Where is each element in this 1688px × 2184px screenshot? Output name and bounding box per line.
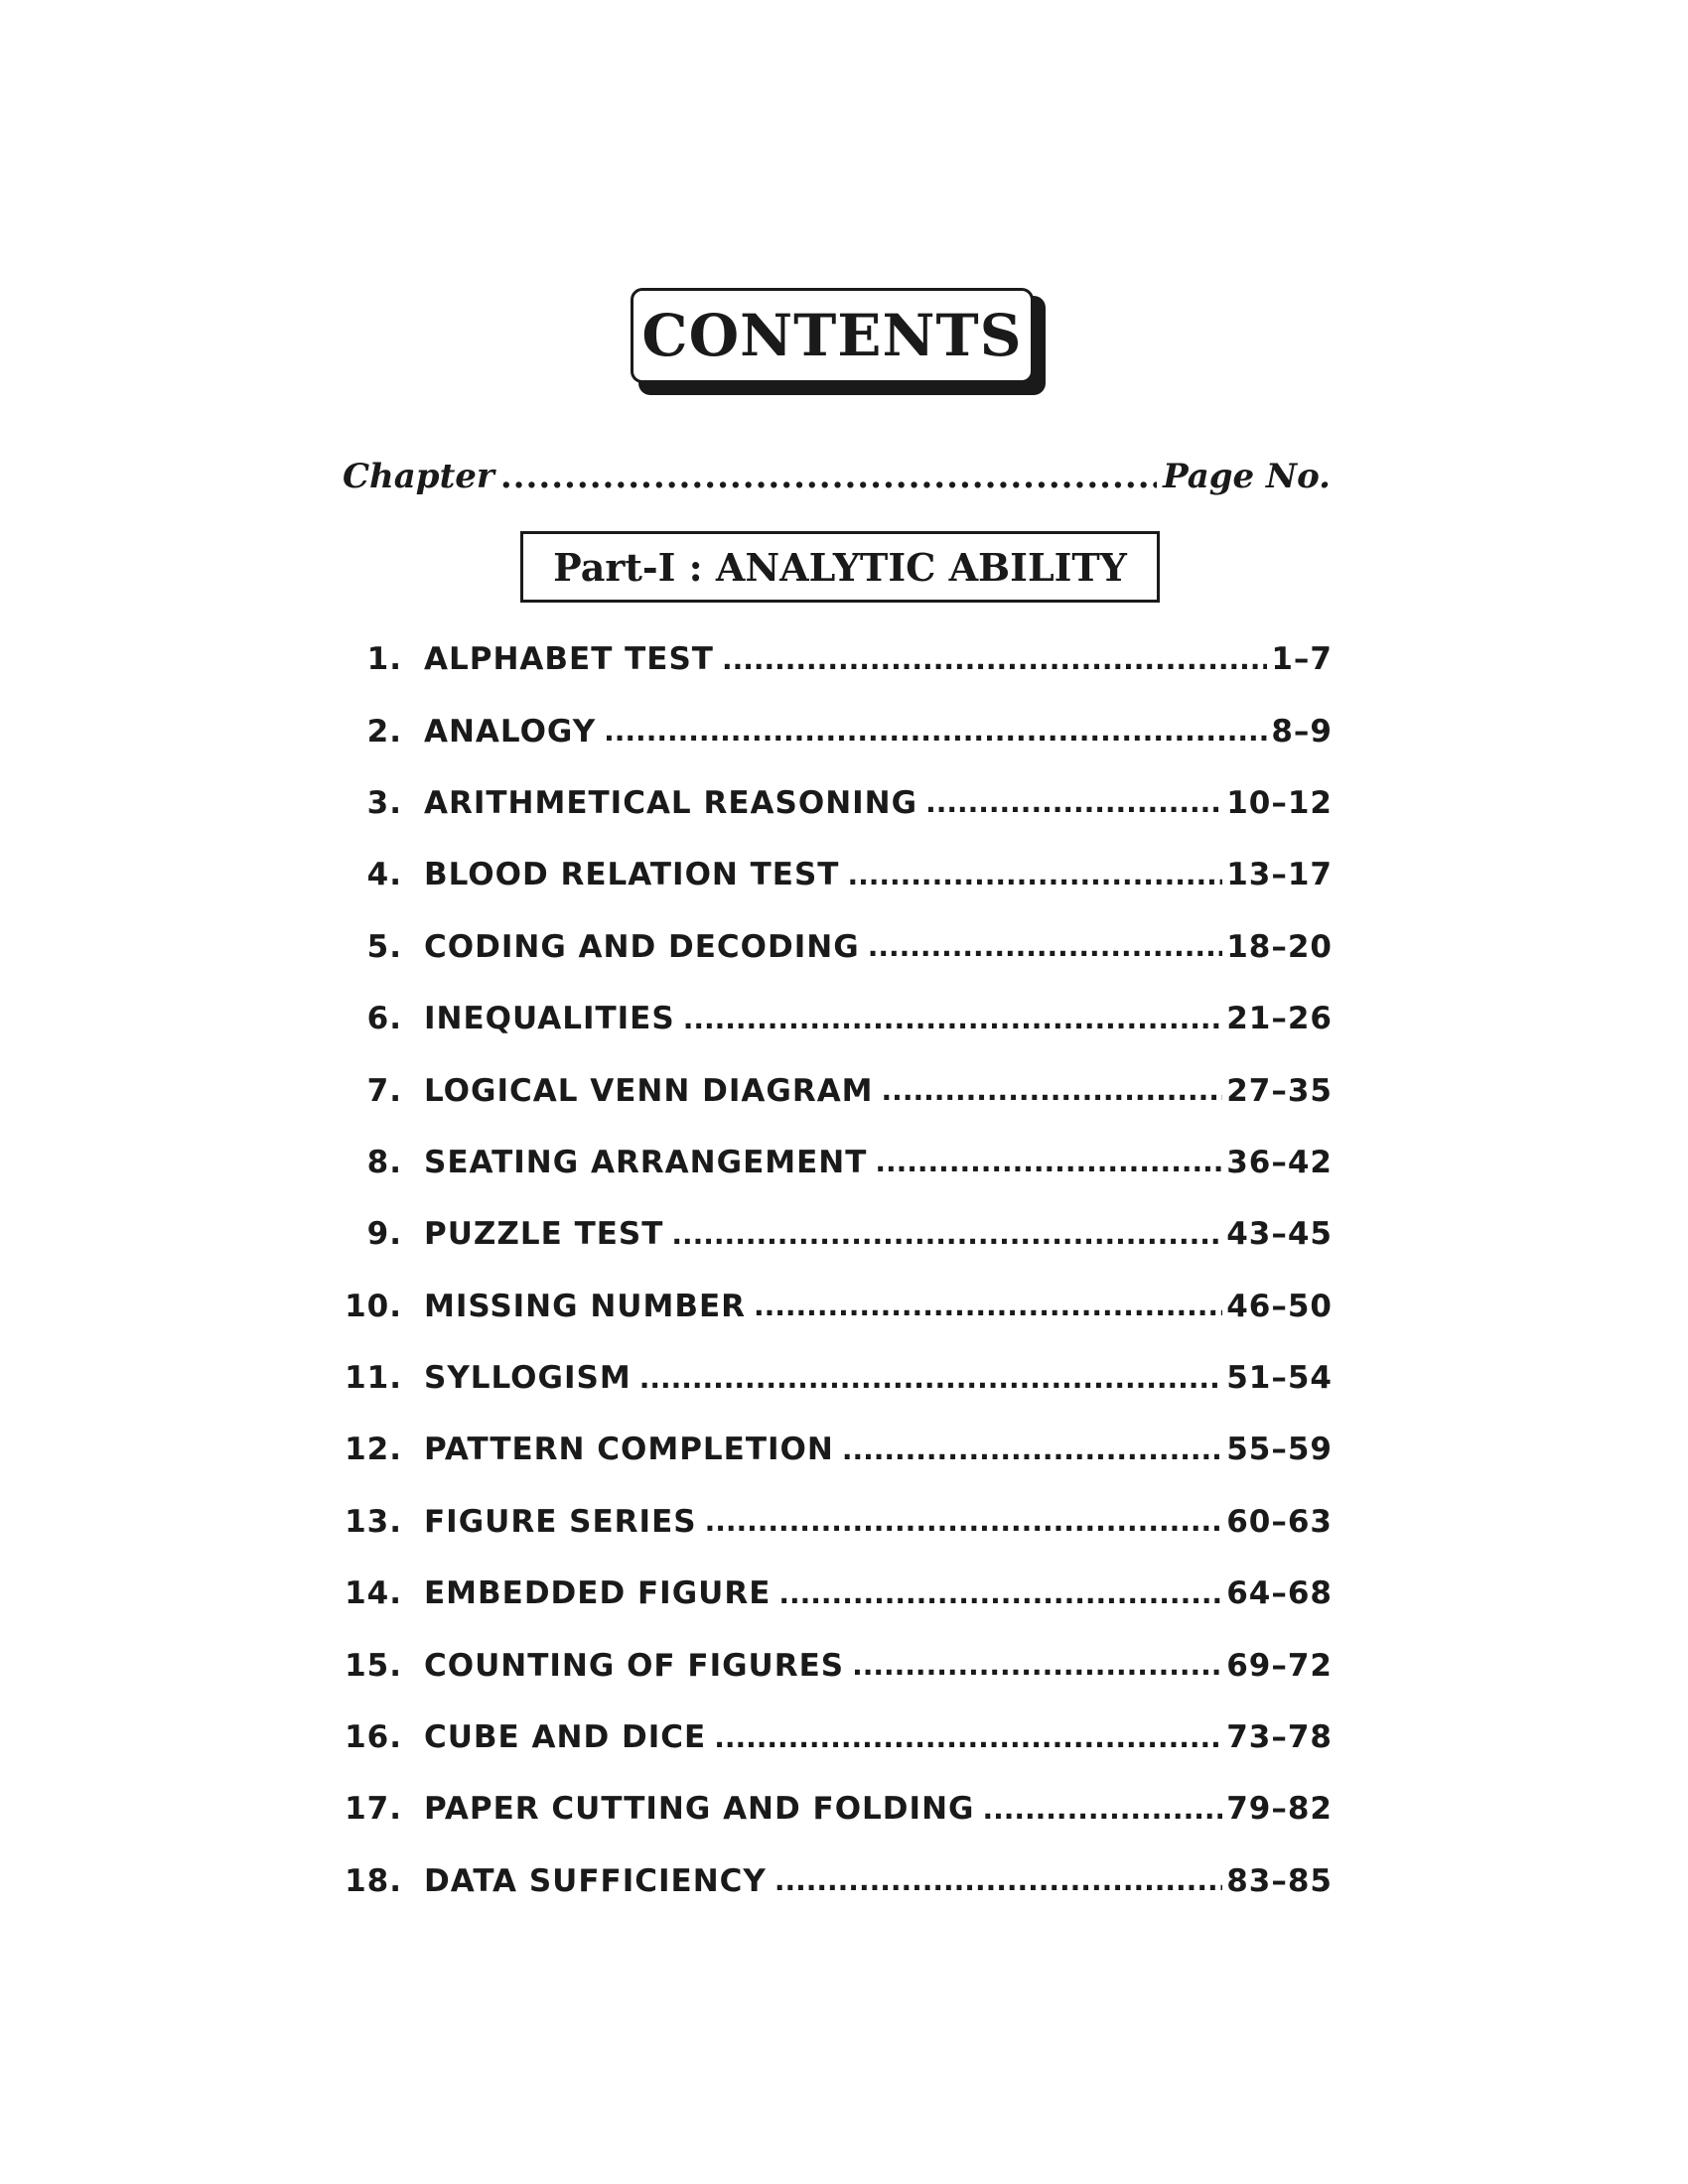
chapter-title: PATTERN COMPLETION xyxy=(424,1432,834,1468)
chapter-number: 2. xyxy=(366,713,402,750)
page-range: 79–82 xyxy=(1226,1791,1333,1828)
chapter-header: Chapter xyxy=(343,457,494,496)
dot-leader xyxy=(754,1290,1222,1322)
toc-entry xyxy=(343,695,1333,766)
toc-entry xyxy=(343,1773,1333,1844)
toc-entry xyxy=(343,1342,1333,1414)
page-range: 83–85 xyxy=(1226,1862,1333,1899)
page-range: 10–12 xyxy=(1226,784,1333,821)
chapter-title: BLOOD RELATION TEST xyxy=(424,857,840,893)
toc-entry xyxy=(343,767,1333,839)
page-range: 64–68 xyxy=(1226,1575,1333,1612)
chapter-number: 6. xyxy=(366,1001,402,1037)
chapter-title: ALPHABET TEST xyxy=(424,641,714,678)
chapter-number: 11. xyxy=(345,1360,402,1397)
dot-leader xyxy=(778,1577,1222,1610)
page-range: 13–17 xyxy=(1226,857,1333,893)
chapter-number: 16. xyxy=(345,1719,402,1756)
toc-entry xyxy=(343,1127,1333,1198)
chapter-number: 1. xyxy=(366,641,402,678)
dot-leader xyxy=(604,715,1267,748)
dot-leader xyxy=(847,859,1222,891)
dot-leader xyxy=(875,1146,1222,1178)
chapter-title: LOGICAL VENN DIAGRAM xyxy=(424,1072,874,1109)
chapter-title: ARITHMETICAL REASONING xyxy=(424,784,918,821)
chapter-title: CUBE AND DICE xyxy=(424,1719,707,1756)
chapter-title: EMBEDDED FIGURE xyxy=(424,1575,772,1612)
chapter-number: 10. xyxy=(345,1288,402,1324)
chapter-number: 7. xyxy=(366,1072,402,1109)
chapter-number: 5. xyxy=(366,928,402,965)
toc-entry xyxy=(343,1271,1333,1342)
chapter-title: DATA SUFFICIENCY xyxy=(424,1862,767,1899)
dot-leader xyxy=(683,1003,1223,1035)
page-range: 27–35 xyxy=(1226,1072,1333,1109)
chapter-number: 8. xyxy=(366,1144,402,1180)
chapter-title: CODING AND DECODING xyxy=(424,928,860,965)
toc-entry xyxy=(343,983,1333,1054)
page-range: 51–54 xyxy=(1226,1360,1333,1397)
toc-entry xyxy=(343,1198,1333,1270)
page-range: 60–63 xyxy=(1226,1503,1333,1540)
column-header-row xyxy=(343,457,1331,512)
toc-entry xyxy=(343,1486,1333,1558)
dot-leader xyxy=(722,643,1267,676)
dot-leader xyxy=(925,786,1222,819)
chapter-number: 4. xyxy=(366,857,402,893)
page-range: 36–42 xyxy=(1226,1144,1333,1180)
chapter-title: MISSING NUMBER xyxy=(424,1288,746,1324)
dot-leader xyxy=(714,1721,1222,1754)
chapter-number: 9. xyxy=(366,1216,402,1253)
chapter-title: INEQUALITIES xyxy=(424,1001,675,1037)
chapter-title: PUZZLE TEST xyxy=(424,1216,664,1253)
chapter-number: 14. xyxy=(345,1575,402,1612)
contents-title: CONTENTS xyxy=(631,288,1034,383)
part-heading: Part-I : ANALYTIC ABILITY xyxy=(520,531,1160,603)
chapter-title: FIGURE SERIES xyxy=(424,1503,697,1540)
page-range: 69–72 xyxy=(1226,1647,1333,1684)
page-range: 1–7 xyxy=(1271,641,1333,678)
chapter-title: PAPER CUTTING AND FOLDING xyxy=(424,1791,975,1828)
dot-leader xyxy=(882,1074,1223,1107)
toc-entry xyxy=(343,1629,1333,1701)
chapter-number: 17. xyxy=(345,1791,402,1828)
page-range: 21–26 xyxy=(1226,1001,1333,1037)
page-no-header: Page No. xyxy=(1163,457,1331,496)
dot-leader xyxy=(671,1218,1222,1251)
dot-leader xyxy=(639,1362,1223,1395)
dot-leader xyxy=(705,1505,1223,1538)
toc-entry xyxy=(343,1054,1333,1126)
chapter-number: 3. xyxy=(366,784,402,821)
chapter-number: 13. xyxy=(345,1503,402,1540)
chapter-number: 18. xyxy=(345,1862,402,1899)
page-range: 8–9 xyxy=(1271,713,1333,750)
dot-leader xyxy=(842,1433,1222,1466)
dot-leader xyxy=(868,930,1223,963)
page-range: 46–50 xyxy=(1226,1288,1333,1324)
dot-leader xyxy=(774,1864,1222,1897)
chapter-title: COUNTING OF FIGURES xyxy=(424,1647,845,1684)
chapter-title: SYLLOGISM xyxy=(424,1360,632,1397)
toc-entry xyxy=(343,1702,1333,1773)
toc-entry xyxy=(343,839,1333,910)
header-dot-leader xyxy=(500,457,1157,496)
page-range: 18–20 xyxy=(1226,928,1333,965)
dot-leader xyxy=(852,1649,1222,1682)
page-range: 73–78 xyxy=(1226,1719,1333,1756)
toc-list xyxy=(343,623,1333,1917)
toc-entry xyxy=(343,623,1333,695)
page-range: 55–59 xyxy=(1226,1432,1333,1468)
chapter-number: 12. xyxy=(345,1432,402,1468)
toc-entry xyxy=(343,1414,1333,1485)
toc-entry xyxy=(343,1845,1333,1917)
chapter-title: SEATING ARRANGEMENT xyxy=(424,1144,868,1180)
toc-entry xyxy=(343,1558,1333,1629)
toc-entry xyxy=(343,911,1333,983)
contents-title-frame xyxy=(631,288,1046,395)
chapter-number: 15. xyxy=(345,1647,402,1684)
chapter-title: ANALOGY xyxy=(424,713,597,750)
page-range: 43–45 xyxy=(1226,1216,1333,1253)
dot-leader xyxy=(982,1793,1222,1826)
